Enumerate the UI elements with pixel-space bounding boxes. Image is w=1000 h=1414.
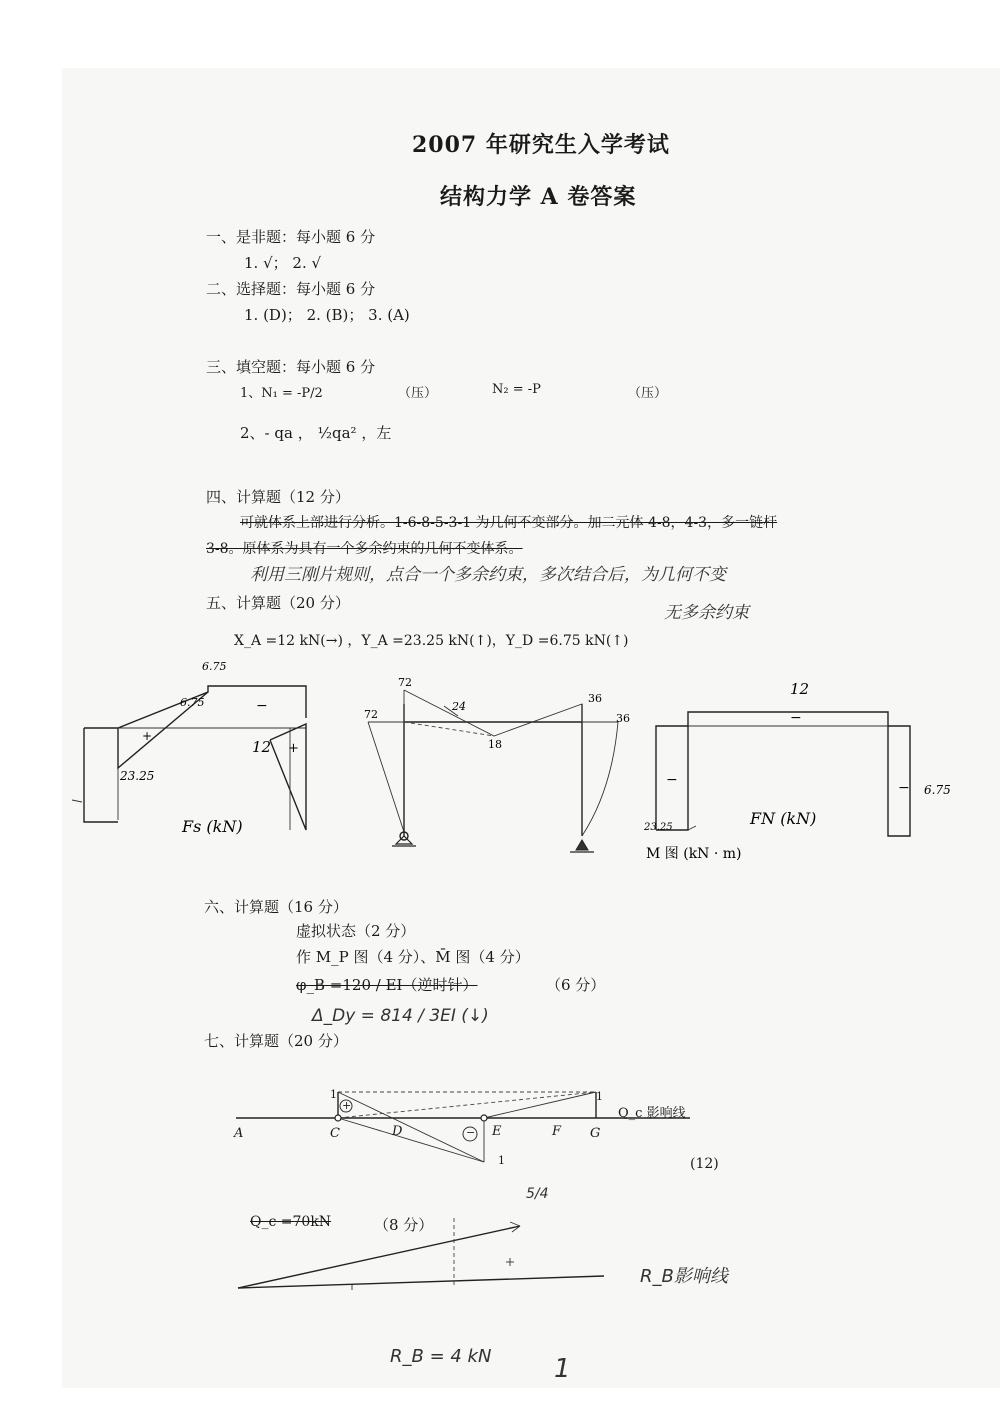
section-6-handwritten-result: Δ_Dy = 814 / 3EI (↓) (312, 1006, 489, 1026)
point-a: A (234, 1126, 244, 1141)
shear-label-right: 12 (252, 738, 272, 756)
moment-value-36-top: 36 (588, 692, 602, 705)
shear-sign-plus-left: + (142, 729, 153, 743)
section-7-struck-result: Q_c =70kN (250, 1214, 332, 1230)
section-6-virtual-state: 虚拟状态（2 分） (296, 922, 416, 940)
axial-label-6-75: 6.75 (924, 783, 951, 797)
shear-label-mid: 6.75 (180, 696, 205, 709)
section-7-score: (12) (690, 1156, 719, 1172)
shear-label-top: 6.75 (202, 660, 227, 673)
axial-label-23-25: 23.25 (644, 822, 673, 833)
influence-line-label: Q_c 影响线 (618, 1106, 686, 1121)
exam-subtitle: 结构力学 A 卷答案 (440, 184, 637, 210)
axial-diagram-caption: FN (kN) (750, 809, 817, 828)
exam-title: 2007 年研究生入学考试 (412, 132, 670, 158)
moment-value-24: 24 (452, 700, 466, 713)
il-value-g: 1 (596, 1090, 603, 1103)
section-3-heading: 三、填空题：每小题 6 分 (206, 358, 376, 376)
page-number: 1 (554, 1354, 571, 1384)
section-6-struck-result: φ_B =120 / EI（逆时针） (296, 976, 478, 994)
section-1-answers: 1. √； 2. √ (244, 254, 322, 272)
shear-sign-plus-right: + (288, 741, 299, 756)
shear-label-bottom: 23.25 (120, 769, 155, 783)
answer-n1: 1、N₁ = -P/2 (240, 386, 323, 401)
handwritten-answer-2: 无多余约束 (664, 603, 749, 623)
struck-answer-line-1: 可就体系上部进行分析。1-6-8-5-3-1 为几何不变部分。加二元体 4-8，4-3，多一链杆 (240, 515, 778, 531)
axial-sign-left-column: − (666, 772, 678, 788)
answer-fill-2: 2、- qa ， ½qa² ，左 (240, 424, 392, 442)
support-reactions: X_A =12 kN(→) ，Y_A =23.25 kN(↑)，Y_D =6.75 kN(↑) (234, 633, 629, 649)
moment-value-72-top: 72 (398, 676, 412, 689)
point-g: G (590, 1126, 601, 1141)
il-sign-negative: − (466, 1126, 476, 1139)
axial-sign-beam: − (790, 710, 802, 726)
axial-label-12: 12 (790, 680, 810, 698)
section-1-heading: 一、是非题：每小题 6 分 (206, 228, 376, 246)
section-2-heading: 二、选择题：每小题 6 分 (206, 280, 376, 298)
section-6-heading: 六、计算题（16 分） (204, 898, 348, 916)
section-6-points: （6 分） (546, 976, 606, 994)
il-value-e: 1 (498, 1154, 505, 1167)
il-sign-positive: + (342, 1099, 352, 1112)
axial-sign-right-column: − (898, 780, 910, 796)
il-value-c-top: 1 (330, 1088, 337, 1101)
shear-sign-minus: − (256, 698, 268, 714)
answer-n2: N₂ = -P (492, 382, 541, 397)
moment-value-18: 18 (488, 738, 502, 751)
answer-n1-type: （压） (398, 386, 438, 401)
section-6-diagrams: 作 M_P 图（4 分）、M̄ 图（4 分） (296, 948, 530, 966)
struck-answer-line-2: 3-8。原体系为具有一个多余约束的几何不变体系。 (206, 541, 523, 557)
handwritten-answer-1: 利用三刚片规则，点合一个多余约束，多次结合后，为几何不变 (250, 565, 726, 585)
answer-n2-type: （压） (628, 386, 668, 401)
point-f: F (552, 1124, 562, 1139)
point-d: D (392, 1124, 403, 1139)
moment-diagram-caption: M 图 (kN · m) (646, 846, 742, 862)
shear-diagram-caption: Fs (kN) (182, 817, 243, 836)
section-2-answers: 1. (D)； 2. (B)； 3. (A) (244, 306, 410, 324)
section-7-heading: 七、计算题（20 分） (204, 1032, 348, 1050)
rb-handwritten-label: R_B影响线 (640, 1266, 728, 1287)
section-4-heading: 四、计算题（12 分） (206, 488, 350, 506)
moment-value-72-left: 72 (364, 708, 378, 721)
section-5-heading: 五、计算题（20 分） (206, 594, 350, 612)
rb-handwritten-fraction: 5/4 (526, 1186, 549, 1202)
point-c: C (330, 1126, 340, 1141)
rb-handwritten-result: R_B = 4 kN (390, 1346, 492, 1367)
point-e: E (492, 1124, 502, 1139)
section-7-points: （8 分） (374, 1216, 434, 1234)
moment-value-36-right: 36 (616, 712, 630, 725)
